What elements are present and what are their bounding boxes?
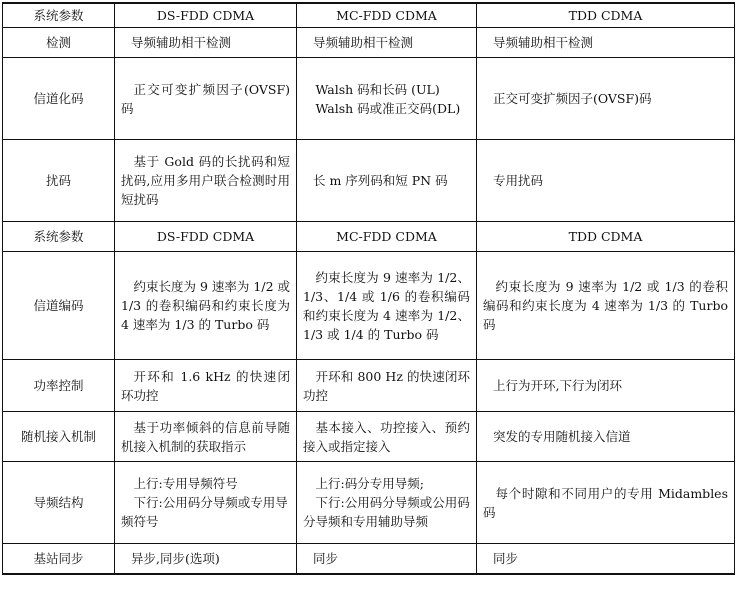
cell-ds: 异步,同步(选项)	[115, 544, 297, 574]
table-row-access	[3, 412, 735, 462]
cell-tdd: 上行为开环,下行为闭环	[477, 360, 735, 412]
cell-ds	[115, 462, 297, 544]
cell-mc	[297, 58, 477, 140]
row-label: 随机接入机制	[3, 412, 115, 462]
table-row-channelization	[3, 58, 735, 140]
cell-ds: 导频辅助相干检测	[115, 28, 297, 58]
table-row-scrambling	[3, 140, 735, 222]
header-cell-tdd: TDD CDMA	[477, 222, 735, 252]
cell-mc	[297, 462, 477, 544]
cell-mc-line2: Walsh 码或准正交码(DL)	[315, 100, 461, 116]
row-label: 信道编码	[3, 252, 115, 360]
header-cell-param: 系统参数	[3, 222, 115, 252]
cell-tdd: 专用扰码	[477, 140, 735, 222]
table-row-pilot	[3, 462, 735, 544]
cell-tdd: 正交可变扩频因子(OVSF)码	[477, 58, 735, 140]
table-row-sync	[3, 544, 735, 574]
header-cell-mc: MC-FDD CDMA	[297, 3, 477, 28]
cell-ds-line2: 下行:公用码分导频或专用导频符号	[121, 495, 288, 529]
header-cell-param: 系统参数	[3, 3, 115, 28]
cell-mc: 约束长度为 9 速率为 1/2、1/3、1/4 或 1/6 的卷积编码和约束长度为 4 速率为 1/2、1/3 或 1/4 的 Turbo 码	[297, 252, 477, 360]
cell-ds: 基于 Gold 码的长扰码和短扰码,应用多用户联合检测时用短扰码	[115, 140, 297, 222]
cell-mc: 长 m 序列码和短 PN 码	[297, 140, 477, 222]
row-label: 信道化码	[3, 58, 115, 140]
cell-tdd: 突发的专用随机接入信道	[477, 412, 735, 462]
cell-mc-line1: 上行:码分专用导频;	[315, 476, 424, 491]
cell-mc: 导频辅助相干检测	[297, 28, 477, 58]
cell-tdd: 每个时隙和不同用户的专用 Midambles 码	[477, 462, 735, 544]
header-cell-tdd: TDD CDMA	[477, 3, 735, 28]
cell-ds-line1: 上行:专用导频符号	[133, 476, 238, 491]
cell-tdd: 导频辅助相干检测	[477, 28, 735, 58]
table-row-detection	[3, 28, 735, 58]
header-row-2	[3, 222, 735, 252]
cell-tdd: 同步	[477, 544, 735, 574]
table-row-power	[3, 360, 735, 412]
cell-mc-line1: Walsh 码和长码 (UL)	[315, 81, 440, 97]
cell-mc-line2: 下行:公用码分导频或公用码分导频和专用辅助导频	[303, 495, 470, 529]
header-cell-ds: DS-FDD CDMA	[115, 222, 297, 252]
table-row-coding	[3, 252, 735, 360]
row-label: 基站同步	[3, 544, 115, 574]
comparison-table	[2, 2, 735, 575]
cell-mc: 开环和 800 Hz 的快速闭环功控	[297, 360, 477, 412]
header-row	[3, 3, 735, 28]
header-cell-ds: DS-FDD CDMA	[115, 3, 297, 28]
row-label: 功率控制	[3, 360, 115, 412]
cell-mc: 基本接入、功控接入、预约接入或指定接入	[297, 412, 477, 462]
row-label: 导频结构	[3, 462, 115, 544]
cell-tdd: 约束长度为 9 速率为 1/2 或 1/3 的卷积编码和约束长度为 4 速率为 1/3 的 Turbo 码	[477, 252, 735, 360]
cell-ds: 正交可变扩频因子(OVSF)码	[115, 58, 297, 140]
cell-ds: 约束长度为 9 速率为 1/2 或 1/3 的卷积编码和约束长度为 4 速率为 1/3 的 Turbo 码	[115, 252, 297, 360]
cell-ds: 开环和 1.6 kHz 的快速闭环功控	[115, 360, 297, 412]
row-label: 检测	[3, 28, 115, 58]
row-label: 扰码	[3, 140, 115, 222]
header-cell-mc: MC-FDD CDMA	[297, 222, 477, 252]
cell-ds: 基于功率倾斜的信息前导随机接入机制的获取指示	[115, 412, 297, 462]
cell-mc: 同步	[297, 544, 477, 574]
